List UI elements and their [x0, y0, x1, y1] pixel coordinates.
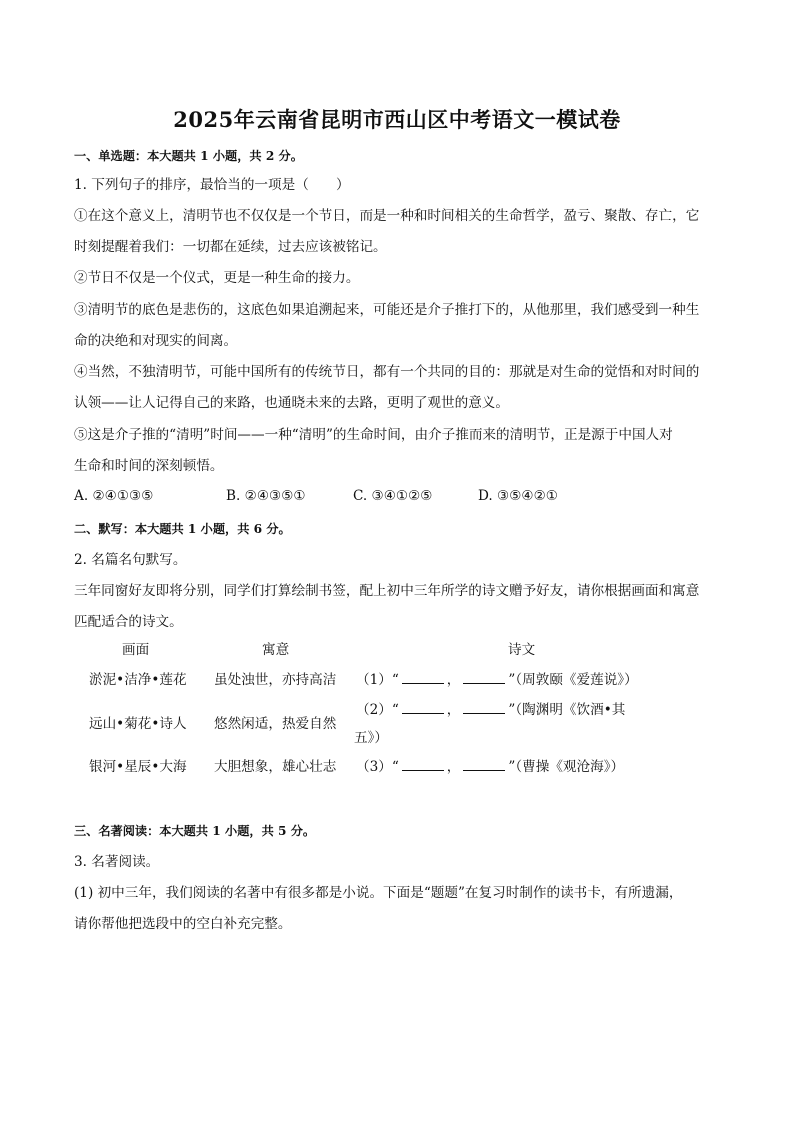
row-1-meaning: 虽处浊世，亦持高洁	[214, 672, 337, 688]
row-3-blank-2[interactable]	[463, 758, 505, 771]
question-3-part-1-line-1: (1) 初中三年，我们阅读的名著中有很多都是小说。下面是“题题”在复习时制作的读书卡，有所遗漏，	[74, 885, 683, 901]
row-2-blank-1[interactable]	[402, 701, 444, 714]
row-1-picture: 淤泥•洁净•莲花	[89, 672, 187, 688]
row-1-source: ”（周敦颐《爱莲说》）	[508, 672, 638, 688]
header-poem: 诗文	[508, 642, 536, 658]
sentence-1-line-2: 时刻提醒着我们：一切都在延续，过去应该被铭记。	[74, 239, 387, 255]
row-3-source: ”（曹操《观沧海》）	[508, 759, 625, 775]
question-3-part-1-line-2: 请你帮他把选段中的空白补充完整。	[74, 916, 292, 932]
row-2-comma: ，	[446, 702, 461, 718]
option-b[interactable]: B. ②④③⑤①	[226, 488, 306, 504]
option-c[interactable]: C. ③④①②⑤	[353, 488, 433, 504]
row-2-meaning: 悠然闲适，热爱自然	[214, 716, 337, 732]
row-1-number: （1）“	[356, 672, 399, 688]
row-3-blank-1[interactable]	[402, 758, 444, 771]
header-meaning: 寓意	[262, 642, 290, 658]
row-1-comma: ，	[446, 672, 461, 688]
row-2-source-wrap: 五》）	[354, 730, 388, 746]
row-1-blank-2[interactable]	[463, 671, 505, 684]
row-3-number: （3）“	[356, 759, 399, 775]
section-heading-3: 三、名著阅读：本大题共 1 小题，共 5 分。	[74, 824, 316, 838]
section-heading-2: 二、默写：本大题共 1 小题，共 6 分。	[74, 522, 291, 536]
row-2-picture: 远山•菊花•诗人	[89, 716, 187, 732]
row-3-picture: 银河•星辰•大海	[89, 759, 187, 775]
sentence-4-line-2: 认领——让人记得自己的来路，也通晓未来的去路，更明了观世的意义。	[74, 395, 509, 411]
row-3-comma: ，	[446, 759, 461, 775]
row-1-poem	[356, 668, 638, 688]
question-3-stem: 3. 名著阅读。	[74, 854, 160, 870]
option-a[interactable]: A. ②④①③⑤	[74, 488, 154, 504]
question-2-stem: 2. 名篇名句默写。	[74, 552, 187, 568]
sentence-5-line-2: 生命和时间的深刻顿悟。	[74, 458, 224, 474]
row-2-blank-2[interactable]	[463, 701, 505, 714]
question-1-stem: 1. 下列句子的排序，最恰当的一项是（ ）	[74, 177, 350, 193]
row-3-poem	[356, 755, 624, 775]
row-2-source: ”（陶渊明《饮酒•其	[508, 702, 626, 718]
row-2-poem	[356, 698, 625, 718]
question-2-intro-line-1: 三年同窗好友即将分别，同学们打算绘制书签，配上初中三年所学的诗文赠予好友，请你根据画面和寓意	[74, 583, 700, 599]
section-heading-1: 一、单选题：本大题共 1 小题，共 2 分。	[74, 149, 303, 163]
sentence-3-line-2: 命的决绝和对现实的间离。	[74, 333, 238, 349]
sentence-2: ②节日不仅是一个仪式，更是一种生命的接力。	[74, 270, 360, 286]
sentence-4-line-1: ④当然，不独清明节，可能中国所有的传统节日，都有一个共同的目的：那就是对生命的觉悟和对时间的	[74, 364, 700, 380]
page-title: 2025年云南省昆明市西山区中考语文一模试卷	[173, 107, 621, 132]
sentence-5-line-1: ⑤这是介子推的“清明”时间——一种“清明”的生命时间，由介子推而来的清明节，正是源于中国人对	[74, 427, 673, 443]
row-3-meaning: 大胆想象，雄心壮志	[214, 759, 337, 775]
sentence-1-line-1: ①在这个意义上，清明节也不仅仅是一个节日，而是一种和时间相关的生命哲学，盈亏、聚散、存亡，它	[74, 208, 700, 224]
row-2-number: （2）“	[356, 702, 399, 718]
question-2-intro-line-2: 匹配适合的诗文。	[74, 614, 183, 630]
option-d[interactable]: D. ③⑤④②①	[478, 488, 558, 504]
sentence-3-line-1: ③清明节的底色是悲伤的，这底色如果追溯起来，可能还是介子推打下的，从他那里，我们感受到一种生	[74, 302, 700, 318]
header-picture: 画面	[122, 642, 150, 658]
row-1-blank-1[interactable]	[402, 671, 444, 684]
